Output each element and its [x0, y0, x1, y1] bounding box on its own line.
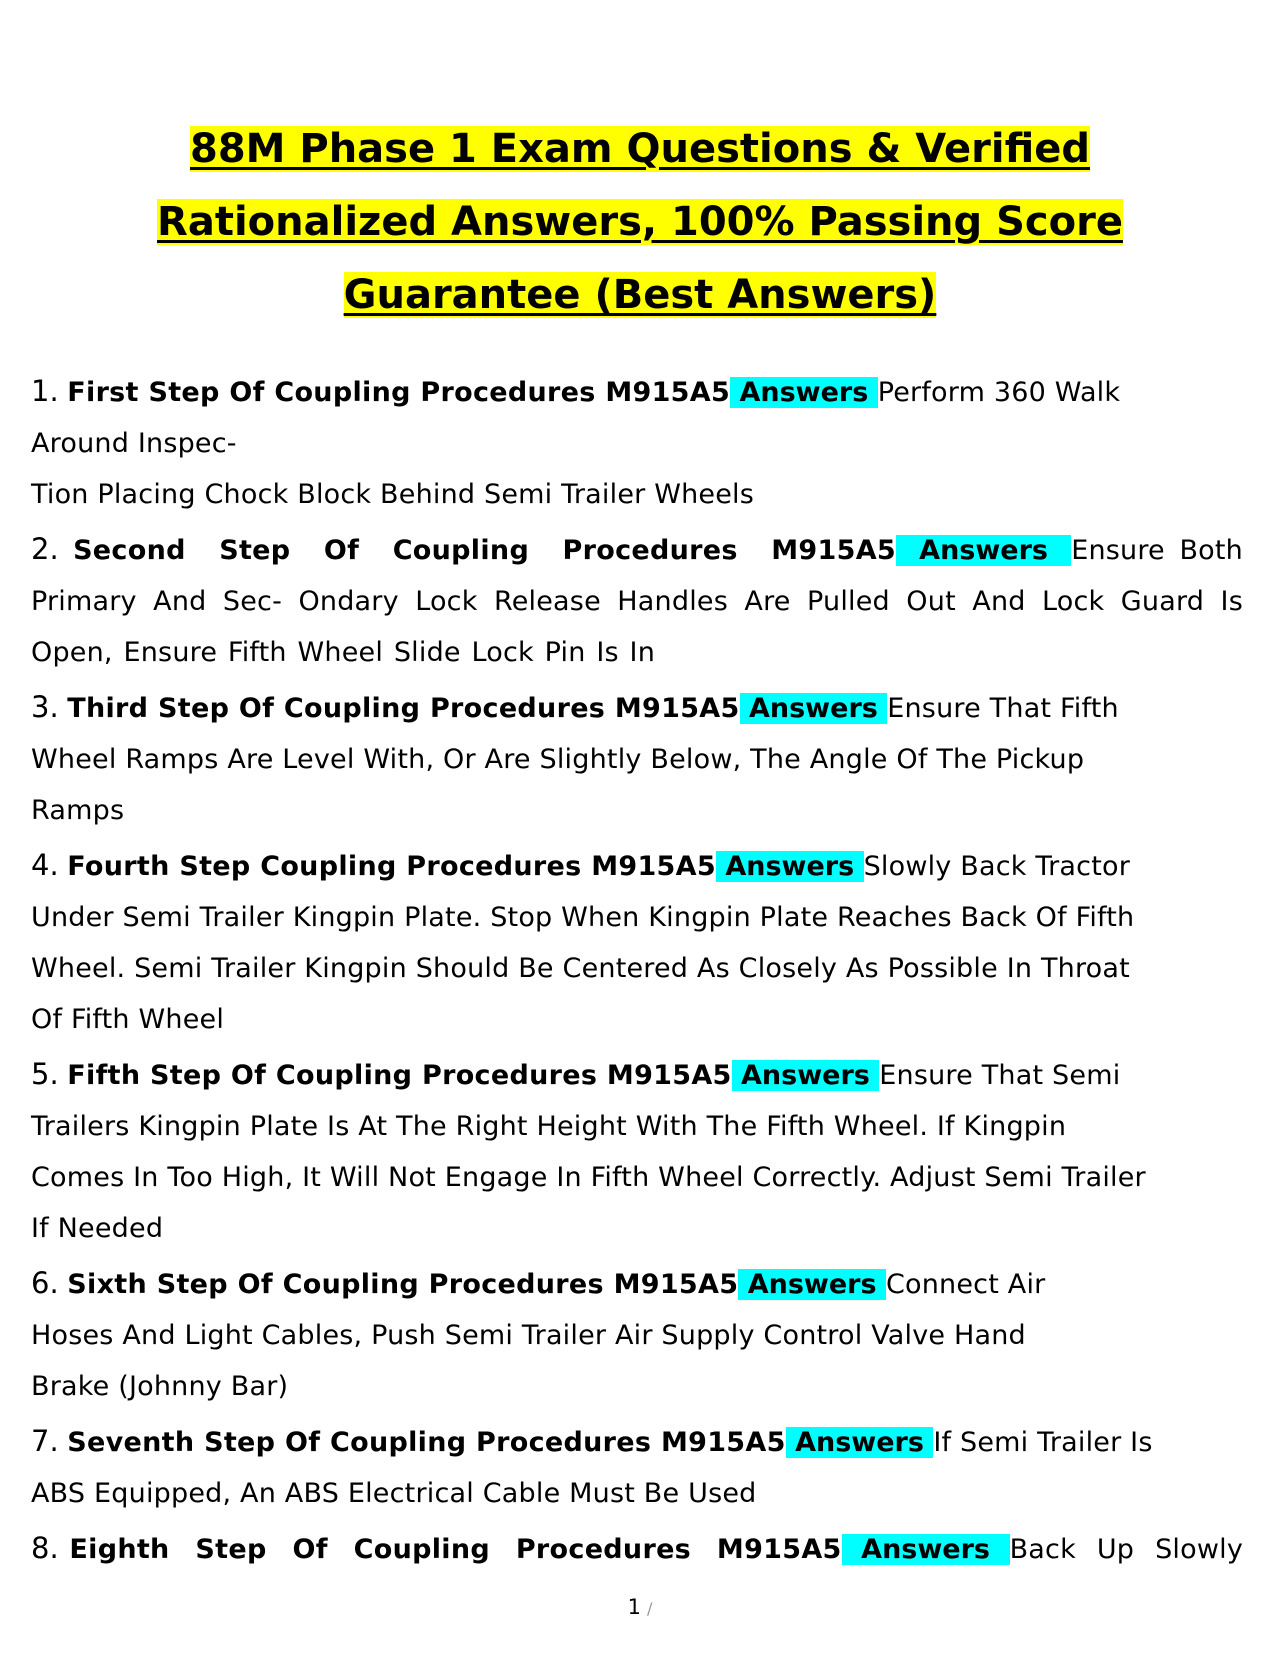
question-item-5 [31, 1049, 1243, 1254]
answer-text: Slowly Back Tractor [863, 851, 1131, 882]
answer-text: Connect Air [885, 1269, 1046, 1300]
question-text: First Step Of Coupling Procedures M915A5 [67, 377, 731, 408]
answer-text: Ramps [31, 795, 125, 826]
question-item-7 [31, 1416, 1243, 1519]
answer-text: Trailers Kingpin Plate Is At The Right Height With The Fifth Wheel. If Kingpin [31, 1111, 1067, 1142]
answers-label: Answers [896, 535, 1071, 566]
question-number: 6. [31, 1266, 59, 1300]
document-title [60, 113, 1220, 332]
question-number: 4. [31, 848, 59, 882]
page-number: 1 [627, 1595, 641, 1619]
question-number: 3. [31, 690, 59, 724]
answer-text: Hoses And Light Cables, Push Semi Trailer Air Supply Control Valve Hand [31, 1320, 1026, 1351]
answers-label: Answers [738, 1269, 886, 1300]
question-number: 8. [31, 1531, 59, 1565]
answer-text: If Semi Trailer Is [933, 1427, 1153, 1458]
answers-label: Answers [731, 1060, 880, 1091]
question-number: 5. [31, 1057, 59, 1091]
answer-text: ABS Equipped, An ABS Electrical Cable Must Be Used [31, 1478, 757, 1509]
answers-label: Answers [715, 851, 864, 882]
question-item-2 [31, 524, 1243, 678]
answer-text: Ensure That Semi [879, 1060, 1121, 1091]
question-text: Fifth Step Of Coupling Procedures M915A5 [67, 1060, 732, 1091]
question-item-4 [31, 840, 1243, 1045]
answers-label: Answers [842, 1534, 1010, 1565]
answer-text: Back Up Slowly [1009, 1534, 1243, 1565]
answers-label: Answers [785, 1427, 934, 1458]
page-separator: / [646, 1599, 653, 1618]
title-line-1: 88M Phase 1 Exam Questions & Verified [189, 126, 1091, 172]
answer-text: Comes In Too High, It Will Not Engage In Fifth Wheel Correctly. Adjust Semi Trailer [31, 1162, 1146, 1193]
question-text: Seventh Step Of Coupling Procedures M915A5 [67, 1427, 786, 1458]
title-line-2: Rationalized Answers, 100% Passing Score [157, 199, 1123, 245]
question-text: Sixth Step Of Coupling Procedures M915A5 [67, 1269, 739, 1300]
question-number: 2. [31, 532, 59, 566]
answer-text: Brake (Johnny Bar) [31, 1371, 289, 1402]
question-number: 7. [31, 1424, 59, 1458]
answer-text: Wheel. Semi Trailer Kingpin Should Be Centered As Closely As Possible In Throat [31, 953, 1130, 984]
question-list [31, 366, 1243, 1579]
title-line-3: Guarantee (Best Answers) [343, 272, 937, 318]
question-number: 1. [31, 374, 59, 408]
answer-text: If Needed [31, 1213, 164, 1244]
answer-text: Ensure That Fifth [887, 693, 1119, 724]
answer-text: Of Fifth Wheel [31, 1004, 225, 1035]
question-item-3 [31, 682, 1243, 836]
question-text: Third Step Of Coupling Procedures M915A5 [67, 693, 740, 724]
question-item-1 [31, 366, 1243, 520]
answer-text: Ensure Both Primary And Sec- Ondary Lock Release Handles Are Pulled Out And Lock Guard Is Open, Ensure Fifth Wheel Slide Lock Pin Is In [31, 535, 1243, 668]
answer-text: Under Semi Trailer Kingpin Plate. Stop When Kingpin Plate Reaches Back Of Fifth [31, 902, 1135, 933]
question-text: Second Step Of Coupling Procedures M915A5 [73, 535, 896, 566]
answers-label: Answers [739, 693, 888, 724]
answer-text: Wheel Ramps Are Level With, Or Are Slightly Below, The Angle Of The Pickup [31, 744, 1085, 775]
page-footer [0, 1595, 1280, 1619]
question-text: Eighth Step Of Coupling Procedures M915A5 [69, 1534, 842, 1565]
answer-text: Around Inspec- [31, 428, 237, 459]
answers-label: Answers [730, 377, 878, 408]
question-item-6 [31, 1258, 1243, 1412]
answer-text: Perform 360 Walk [877, 377, 1121, 408]
answer-text: Tion Placing Chock Block Behind Semi Trailer Wheels [31, 479, 755, 510]
question-text: Fourth Step Coupling Procedures M915A5 [67, 851, 716, 882]
question-item-8 [31, 1523, 1243, 1575]
